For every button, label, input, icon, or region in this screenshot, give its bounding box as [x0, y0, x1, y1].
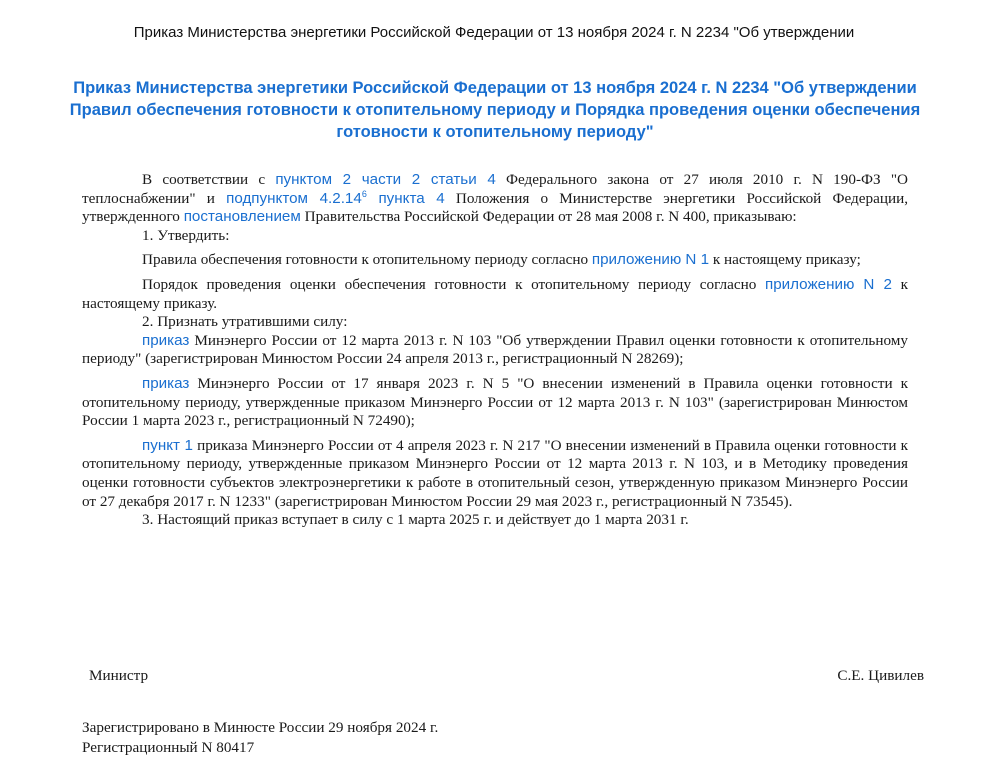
order-5-link[interactable]: приказ	[142, 374, 190, 392]
item-2-order-5: приказ Минэнерго России от 17 января 2023 г. N 5 "О внесении изменений в Правила оценки готовности к отопительному периоду, утвержденные приказом Минэнерго России от 12 марта 2013 г. N 103" (зарегистрирован Минюстом России 1 марта 2023 г., регистрационный N 72490);	[82, 374, 908, 430]
item-2-heading: 2. Признать утратившими силу:	[142, 313, 348, 331]
item-1-rules: Правила обеспечения готовности к отопительному периоду согласно приложению N 1 к настоящему приказу;	[142, 251, 861, 269]
intro-paragraph: В соответствии с пунктом 2 части 2 статьи 4 Федерального закона от 27 июля 2010 г. N 190-ФЗ "О теплоснабжении" и подпунктом 4.2.14$^6$ пункта 4 Положения о Министерстве энергетики Российской Федерации, утвержденного постановлением Правительства Российской Федерации от 28 мая 2008 г. N 400, приказываю:	[82, 171, 909, 226]
registration-block	[82, 718, 438, 758]
running-header: Приказ Министерства энергетики Российской Федерации от 13 ноября 2024 г. N 2234 "Об утверждении	[133, 24, 855, 41]
item-2-order-103: приказ Минэнерго России от 12 марта 2013 г. N 103 "Об утверждении Правил оценки готовности к отопительному периоду" (зарегистрирован Минюстом России 24 апреля 2013 г., регистрационный N 28269);	[82, 331, 908, 368]
item-1-procedure: Порядок проведения оценки обеспечения готовности к отопительному периоду согласно приложению N 2 к настоящему приказу.	[82, 275, 908, 312]
signature-position: Министр	[89, 667, 149, 684]
item-2-order-217: пункт 1 приказа Минэнерго России от 4 апреля 2023 г. N 217 "О внесении изменений в Правила оценки готовности к отопительному периоду, утвержденные приказом Минэнерго России от 12 марта 2013 г. N 103, и в Методику проведения оценки готовности субъектов электроэнергетики к работе в отопительный сезон, утвержденную приказом Минэнерго России от 27 декабря 2017 г. N 1233" (зарегистрирован Минюстом России 29 мая 2023 г., регистрационный N 73545).	[82, 436, 908, 510]
regulation-subitem-link[interactable]: подпунктом 4.2.14$^6$ пункта 4	[226, 188, 445, 207]
order-217-point-link[interactable]: пункт 1	[142, 436, 193, 454]
signature-name: С.Е. Цивилев	[837, 667, 924, 684]
document-body	[82, 171, 908, 530]
registration-number: Регистрационный N 80417	[82, 739, 255, 756]
appendix-1-link[interactable]: приложению N 1	[591, 251, 710, 269]
document-title: Приказ Министерства энергетики Российской Федерации от 13 ноября 2024 г. N 2234 "Об утверждении Правил обеспечения готовности к отопительному периоду и Порядка проведения оценки обеспечения готовности к отопительному периоду"	[69, 79, 921, 141]
government-decree-link[interactable]: постановлением	[183, 208, 301, 226]
item-1-heading: 1. Утвердить:	[142, 226, 230, 244]
order-103-link[interactable]: приказ	[142, 331, 190, 349]
appendix-2-link[interactable]: приложению N 2	[765, 275, 892, 293]
registration-date: Зарегистрировано в Минюсте России 29 ноября 2024 г.	[82, 719, 439, 736]
item-3: 3. Настоящий приказ вступает в силу с 1 марта 2025 г. и действует до 1 марта 2031 г.	[142, 511, 689, 529]
law-article-link[interactable]: пунктом 2 части 2 статьи 4	[275, 171, 496, 188]
